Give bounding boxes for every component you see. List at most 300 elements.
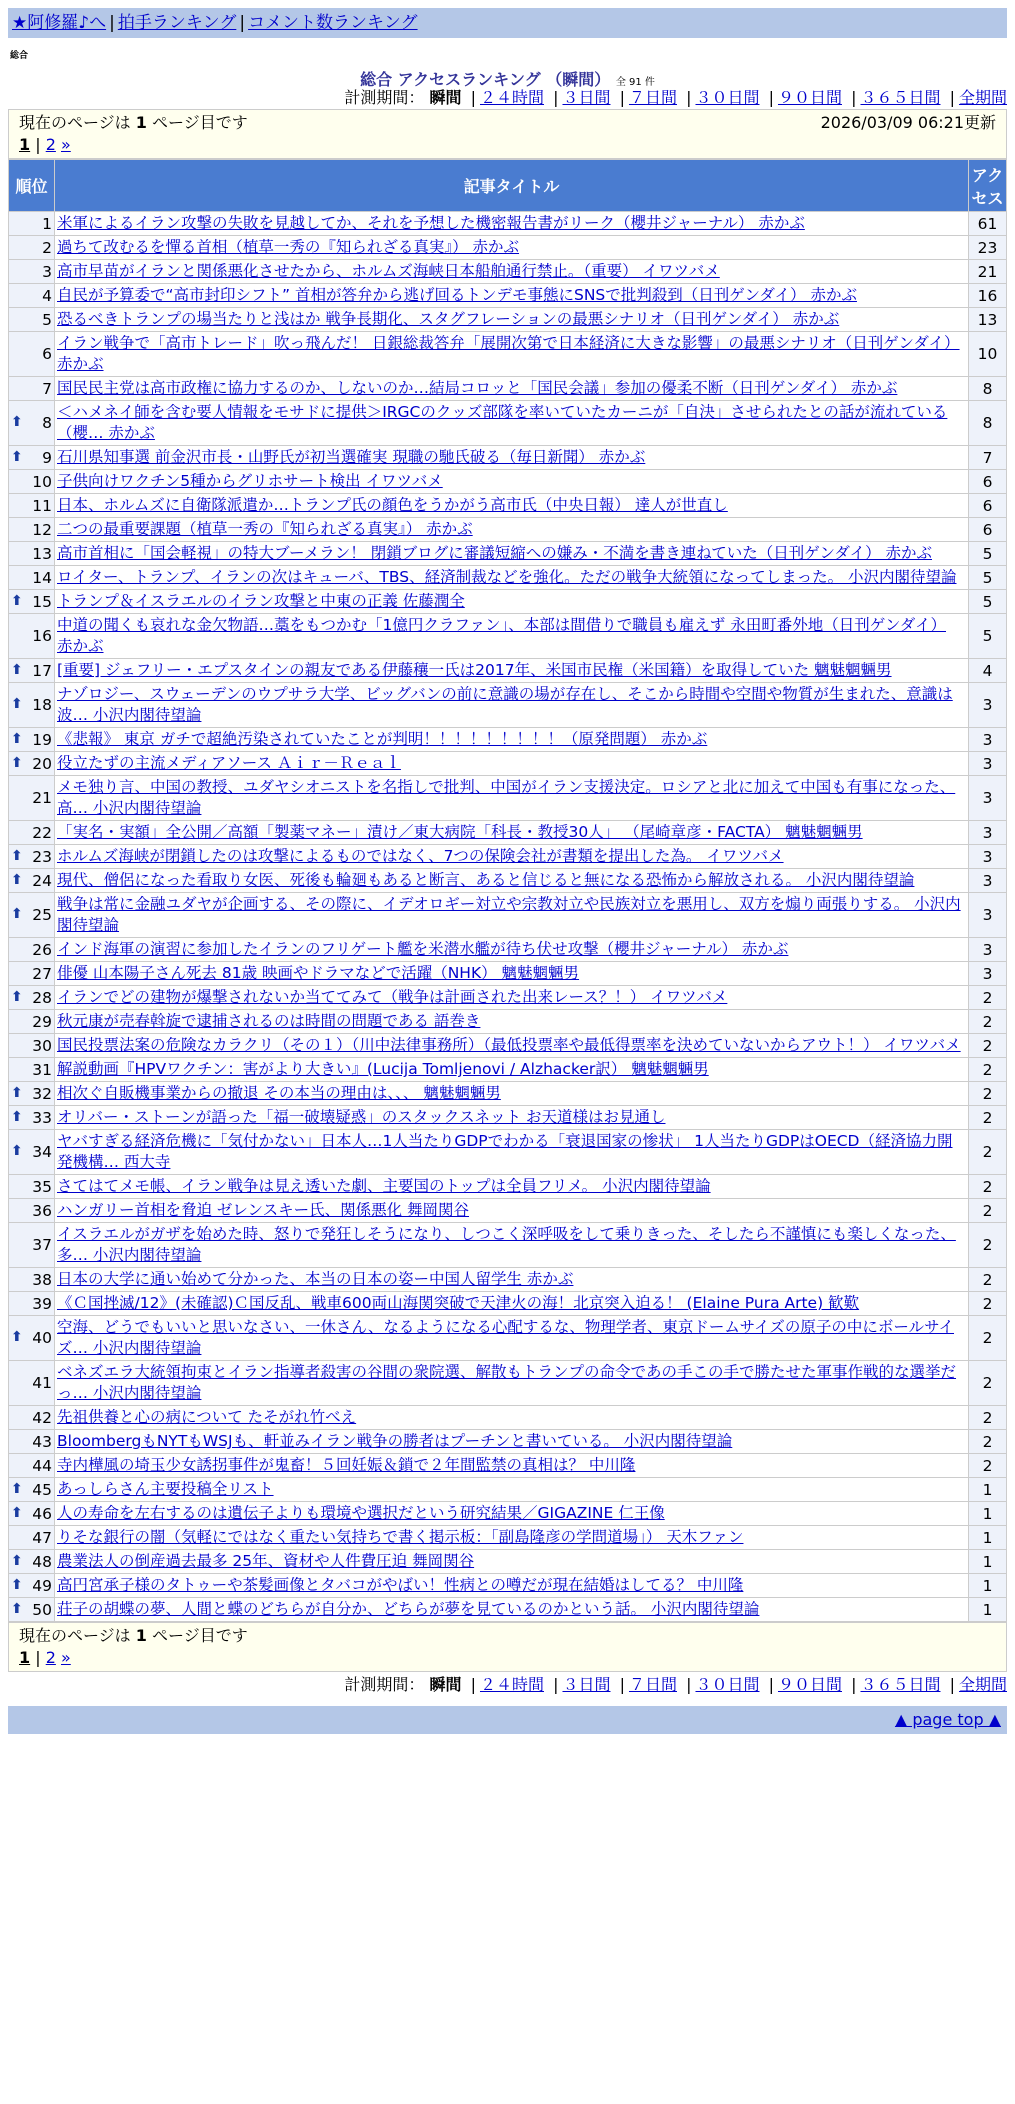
header-rank: 順位 [9, 160, 55, 212]
period-365d[interactable]: ３６５日間 [860, 88, 941, 107]
title-cell [55, 1034, 969, 1058]
nav-link-clap-ranking[interactable]: 拍手ランキング [117, 13, 237, 33]
article-link[interactable]: 解説動画『HPVワクチン：害がより大きい』(Lucija Tomljenovi / Alzhacker訳） 魑魅魍魎男 [57, 1060, 709, 1078]
rank-number: 35 [32, 1177, 52, 1196]
title-cell [55, 845, 969, 869]
rank-cell [9, 821, 55, 845]
article-link[interactable]: 秋元康が売春斡旋で逮捕されるのは時間の問題である 語巻き [57, 1012, 481, 1030]
ranking-table [8, 159, 1007, 1622]
rank-cell [9, 1598, 55, 1622]
total-count: 全 91 件 [615, 77, 655, 88]
title-cell [55, 1406, 969, 1430]
rank-number: 3 [42, 262, 52, 281]
access-count: 3 [969, 845, 1007, 869]
article-link[interactable]: 人の寿命を左右するのは遺伝子よりも環境や選択だという研究結果／GIGAZINE 仁王像 [57, 1504, 665, 1522]
access-count: 2 [969, 1034, 1007, 1058]
title-cell [55, 1574, 969, 1598]
rank-cell [9, 401, 55, 446]
rank-cell [9, 1082, 55, 1106]
rank-cell [9, 1268, 55, 1292]
rank-cell [9, 1430, 55, 1454]
table-row [9, 1010, 1007, 1034]
title-cell [55, 518, 969, 542]
access-count: 21 [969, 260, 1007, 284]
article-link[interactable]: 石川県知事選 前金沢市長・山野氏が初当選確実 現職の馳氏破る（毎日新聞） 赤かぶ [57, 448, 646, 466]
rank-cell [9, 1574, 55, 1598]
access-count: 3 [969, 776, 1007, 821]
title-cell [55, 1478, 969, 1502]
rank-up-arrow-icon: ⬆ [11, 906, 23, 922]
rank-up-arrow-icon: ⬆ [11, 730, 23, 747]
access-count: 2 [969, 1010, 1007, 1034]
title-cell [55, 1502, 969, 1526]
table-row [9, 893, 1007, 938]
rank-cell [9, 1502, 55, 1526]
access-count: 2 [969, 1454, 1007, 1478]
title-cell [55, 1106, 969, 1130]
article-link[interactable]: 役立たずの主流メディアソース Ａｉｒ－Ｒｅａｌ [57, 754, 401, 772]
article-link[interactable]: 現代、僧侶になった看取り女医、死後も輪廻もあると断言、あると信じると無になる恐怖から解放される。 小沢内閣待望論 [57, 871, 915, 889]
article-link[interactable]: ＜ハメネイ師を含む要人情報をモサドに提供＞IRGCのクッズ部隊を率いていたカーニが「自決」させられたとの話が流れている（櫻… 赤かぶ [57, 403, 948, 442]
rank-number: 36 [32, 1201, 52, 1220]
period-all[interactable]: 全期間 [958, 1675, 1007, 1694]
rank-cell [9, 1199, 55, 1223]
rank-up-arrow-icon: ⬆ [11, 1576, 23, 1593]
article-link[interactable]: 高市早苗がイランと関係悪化させたから、ホルムズ海峡日本船舶通行禁止。（重要） イワツバメ [57, 262, 720, 280]
article-link[interactable]: トランプ＆イスラエルのイラン攻撃と中東の正義 佐藤潤全 [57, 592, 465, 610]
access-count: 2 [969, 1199, 1007, 1223]
rank-up-arrow-icon: ⬆ [11, 1329, 23, 1345]
table-row [9, 1550, 1007, 1574]
rank-number: 50 [32, 1600, 52, 1619]
period-label: 計測期間： [344, 1675, 425, 1694]
title-cell [55, 542, 969, 566]
rank-up-arrow-icon: ⬆ [11, 1084, 23, 1101]
article-link[interactable]: 恐るべきトランプの場当たりと浅はか 戦争長期化、スタグフレーションの最悪シナリオ（日刊ゲンダイ） 赤かぶ [57, 310, 840, 328]
table-row [9, 1598, 1007, 1622]
table-row [9, 1478, 1007, 1502]
rank-up-arrow-icon: ⬆ [11, 754, 23, 771]
updated-timestamp: 2026/03/09 06:21更新 [820, 113, 996, 132]
pager-next[interactable]: » [60, 135, 71, 154]
access-count: 2 [969, 1082, 1007, 1106]
title-cell [55, 752, 969, 776]
article-link[interactable]: 戦争は常に金融ユダヤが企画する、その際に、イデオロギー対立や宗教対立や民族対立を悪用し、双方を煽り両張りする。 小沢内閣待望論 [57, 895, 961, 934]
table-row [9, 332, 1007, 377]
rank-number: 26 [32, 940, 52, 959]
ranking-title: 総合 アクセスランキング （瞬間） [360, 70, 611, 89]
access-count: 3 [969, 821, 1007, 845]
table-row [9, 1199, 1007, 1223]
table-row [9, 494, 1007, 518]
title-cell [55, 1130, 969, 1175]
article-link[interactable]: ハンガリー首相を脅迫 ゼレンスキー氏、関係悪化 舞岡関谷 [57, 1201, 470, 1219]
table-row [9, 236, 1007, 260]
rank-cell [9, 377, 55, 401]
rank-number: 34 [32, 1143, 52, 1161]
access-count: 16 [969, 284, 1007, 308]
title-cell [55, 1430, 969, 1454]
title-cell [55, 377, 969, 401]
article-link[interactable]: ベネズエラ大統領拘束とイラン指導者殺害の谷間の衆院選、解散もトランプの命令であの手この手で勝たせた軍事作戦的な選挙だっ… 小沢内閣待望論 [57, 1363, 957, 1402]
rank-number: 42 [32, 1408, 52, 1427]
rank-cell [9, 683, 55, 728]
article-link[interactable]: 《Ｃ国挫滅/12》(未確認)Ｃ国反乱、戦車600両山海関突破で天津火の海！北京突入迫る！ (Elaine Pura Arte) 歓歎 [57, 1294, 860, 1312]
rank-number: 45 [32, 1480, 52, 1499]
table-row [9, 869, 1007, 893]
article-link[interactable]: イスラエルがガザを始めた時、怒りで発狂しそうになり、しつこく深呼吸をして乗りきった、そしたら不謹慎にも楽しくなった、多… 小沢内閣待望論 [57, 1225, 956, 1264]
rank-cell [9, 1526, 55, 1550]
rank-cell [9, 1454, 55, 1478]
article-link[interactable]: [重要] ジェフリー・エプスタインの親友である伊藤穰一氏は2017年、米国市民権（米国籍）を取得していた 魑魅魍魎男 [57, 661, 892, 679]
period-7d[interactable]: ７日間 [628, 1675, 677, 1694]
title-cell [55, 821, 969, 845]
rank-cell [9, 566, 55, 590]
access-count: 2 [969, 1316, 1007, 1361]
table-row [9, 1082, 1007, 1106]
title-cell [55, 869, 969, 893]
access-count: 23 [969, 236, 1007, 260]
rank-cell [9, 1550, 55, 1574]
access-count: 2 [969, 1406, 1007, 1430]
access-count: 2 [969, 1223, 1007, 1268]
article-link[interactable]: ナゾロジー、スウェーデンのウプサラ大学、ビッグバンの前に意識の場が存在し、そこから時間や空間や物質が生まれた、意識は波… 小沢内閣待望論 [57, 685, 953, 724]
rank-number: 19 [32, 730, 52, 749]
table-row [9, 566, 1007, 590]
table-row [9, 377, 1007, 401]
period-3d[interactable]: ３日間 [562, 1675, 611, 1694]
rank-cell [9, 1361, 55, 1406]
top-nav [8, 8, 1007, 38]
page-indicator: 現在のページは 1 ページ目です [19, 113, 248, 132]
article-link[interactable]: イランでどの建物が爆撃されないか当ててみて（戦争は計画された出来レース？！） イワツバメ [57, 988, 728, 1006]
rank-number: 11 [32, 496, 52, 515]
rank-number: 44 [32, 1456, 52, 1475]
access-count: 2 [969, 1130, 1007, 1175]
article-link[interactable]: 「実名・実額」全公開／高額「製薬マネー」漬け／東大病院「科長・教授30人」 （尾崎章彦・FACTA） 魑魅魍魎男 [57, 823, 863, 841]
rank-number: 31 [32, 1060, 52, 1079]
access-count: 3 [969, 893, 1007, 938]
rank-number: 7 [42, 379, 52, 398]
table-row [9, 962, 1007, 986]
title-cell [55, 284, 969, 308]
rank-number: 9 [42, 448, 52, 467]
title-cell [55, 938, 969, 962]
rank-cell [9, 236, 55, 260]
table-row [9, 308, 1007, 332]
access-count: 8 [969, 401, 1007, 446]
rank-number: 10 [32, 472, 52, 491]
article-link[interactable]: オリバー・ストーンが語った「福一破壊疑惑」のスタックスネット お天道様はお見通し [57, 1108, 666, 1126]
title-cell [55, 446, 969, 470]
table-row [9, 1502, 1007, 1526]
period-30d[interactable]: ３０日間 [695, 88, 760, 107]
rank-up-arrow-icon: ⬆ [11, 592, 23, 609]
rank-number: 27 [32, 964, 52, 983]
rank-number: 18 [32, 696, 52, 714]
rank-number: 30 [32, 1036, 52, 1055]
article-link[interactable]: 空海、どうでもいいと思いなさい、一休さん、なるようになる心配するな、物理学者、東京ドームサイズの原子の中にボールサイズ… 小沢内閣待望論 [57, 1318, 954, 1357]
article-link[interactable]: ロイター、トランプ、イランの次はキューバ、TBS、経済制裁などを強化。ただの戦争大統領になってしまった。 小沢内閣待望論 [57, 568, 957, 586]
ranking-body [9, 212, 1007, 1622]
access-count: 5 [969, 566, 1007, 590]
access-count: 3 [969, 683, 1007, 728]
rank-cell [9, 728, 55, 752]
rank-number: 46 [32, 1504, 52, 1523]
rank-cell [9, 1223, 55, 1268]
period-label: 計測期間： [344, 88, 425, 107]
access-count: 8 [969, 377, 1007, 401]
rank-number: 40 [32, 1329, 52, 1347]
table-row [9, 683, 1007, 728]
rank-number: 2 [42, 238, 52, 257]
rank-cell [9, 1106, 55, 1130]
rank-cell [9, 1130, 55, 1175]
rank-number: 41 [32, 1374, 52, 1392]
page-indicator: 現在のページは 1 ページ目です [19, 1626, 248, 1645]
rank-cell [9, 1175, 55, 1199]
access-count: 5 [969, 614, 1007, 659]
access-count: 3 [969, 938, 1007, 962]
table-row [9, 1292, 1007, 1316]
rank-cell [9, 446, 55, 470]
period-24h[interactable]: ２４時間 [479, 1675, 544, 1694]
access-count: 61 [969, 212, 1007, 236]
rank-cell [9, 893, 55, 938]
pager-bottom: 1 | 2 » [19, 1648, 71, 1667]
title-cell [55, 566, 969, 590]
rank-up-arrow-icon: ⬆ [11, 871, 23, 888]
rank-number: 25 [32, 906, 52, 924]
table-row [9, 1526, 1007, 1550]
rank-up-arrow-icon: ⬆ [11, 1108, 23, 1125]
period-24h[interactable]: ２４時間 [479, 88, 544, 107]
access-count: 2 [969, 1361, 1007, 1406]
article-link[interactable]: 農業法人の倒産過去最多 25年、資材や人件費圧迫 舞岡関谷 [57, 1552, 475, 1570]
title-cell [55, 1268, 969, 1292]
table-row [9, 821, 1007, 845]
pager-page-2[interactable]: 2 [45, 135, 56, 154]
table-row [9, 845, 1007, 869]
table-row [9, 1058, 1007, 1082]
article-link[interactable]: 過ちて改むるを憚る首相（植草一秀の『知られざる真実』） 赤かぶ [57, 238, 520, 256]
rank-number: 22 [32, 823, 52, 842]
article-link[interactable]: 《悲報》 東京 ガチで超絶汚染されていたことが判明！！！！！！！！！（原発問題） 赤かぶ [57, 730, 708, 748]
period-selector-top: 計測期間： 瞬間 | ２４時間 | ３日間 | ７日間 | ３０日間 | ９０日間 | ３６５日間 | 全期間 [344, 88, 1007, 107]
rank-number: 38 [32, 1270, 52, 1289]
access-count: 6 [969, 518, 1007, 542]
pager-current: 1 [19, 135, 31, 154]
article-link[interactable]: 日本、ホルムズに自衛隊派遣か…トランプ氏の顔色をうかがう高市氏（中央日報） 達人が世直し [57, 496, 728, 514]
rank-cell [9, 1058, 55, 1082]
rank-cell [9, 776, 55, 821]
table-row [9, 659, 1007, 683]
nav-link-comment-ranking[interactable]: コメント数ランキング [248, 13, 418, 33]
table-row [9, 590, 1007, 614]
access-count: 4 [969, 659, 1007, 683]
table-row [9, 1574, 1007, 1598]
article-link[interactable]: ホルムズ海峡が閉鎖したのは攻撃によるものではなく、7つの保険会社が書類を提出した為。 イワツバメ [57, 847, 784, 865]
access-count: 3 [969, 752, 1007, 776]
title-cell [55, 212, 969, 236]
article-link[interactable]: 米軍によるイラン攻撃の失敗を見越してか、それを予想した機密報告書がリーク（櫻井ジャーナル） 赤かぶ [57, 214, 805, 232]
article-link[interactable]: 中道の聞くも哀れな金欠物語…藁をもつかむ「1億円クラファン」、本部は間借りで職員も雇えず 永田町番外地（日刊ゲンダイ） 赤かぶ [57, 616, 946, 655]
period-30d[interactable]: ３０日間 [695, 1675, 760, 1694]
title-cell [55, 1175, 969, 1199]
title-cell [55, 590, 969, 614]
table-row [9, 1034, 1007, 1058]
article-link[interactable]: BloombergもNYTもWSJも、軒並みイラン戦争の勝者はプーチンと書いている。 小沢内閣待望論 [57, 1432, 733, 1450]
rank-number: 43 [32, 1432, 52, 1451]
article-link[interactable]: 自民が予算委で“高市封印シフト” 首相が答弁から逃げ回るトンデモ事態にSNSで批判殺到（日刊ゲンダイ） 赤かぶ [57, 286, 857, 304]
rank-cell [9, 962, 55, 986]
title-cell [55, 986, 969, 1010]
table-row [9, 542, 1007, 566]
rank-cell [9, 614, 55, 659]
rank-up-arrow-icon: ⬆ [11, 1504, 23, 1521]
access-count: 10 [969, 332, 1007, 377]
period-current: 瞬間 [429, 1675, 462, 1694]
pager-current: 1 [19, 1648, 31, 1667]
title-cell [55, 401, 969, 446]
page-info-bottom [8, 1622, 1007, 1672]
table-row [9, 752, 1007, 776]
title-cell [55, 659, 969, 683]
access-count: 1 [969, 1598, 1007, 1622]
rank-number: 5 [42, 310, 52, 329]
rank-number: 1 [42, 214, 52, 233]
article-link[interactable]: あっしらさん主要投稿全リスト [57, 1480, 274, 1498]
title-cell [55, 1526, 969, 1550]
rank-cell [9, 212, 55, 236]
title-cell [55, 1598, 969, 1622]
article-link[interactable]: 高市首相に「国会軽視」の特大ブーメラン！ 閉鎖ブログに審議短縮への嫌み・不満を書き連ねていた（日刊ゲンダイ） 赤かぶ [57, 544, 932, 562]
rank-number: 48 [32, 1552, 52, 1571]
rank-up-arrow-icon: ⬆ [11, 414, 23, 430]
rank-number: 37 [32, 1236, 52, 1254]
rank-cell [9, 542, 55, 566]
period-365d[interactable]: ３６５日間 [860, 1675, 941, 1694]
table-row [9, 212, 1007, 236]
rank-up-arrow-icon: ⬆ [11, 1552, 23, 1569]
rank-up-arrow-icon: ⬆ [11, 1600, 23, 1617]
table-row [9, 1406, 1007, 1430]
rank-number: 4 [42, 286, 52, 305]
rank-number: 47 [32, 1528, 52, 1547]
title-cell [55, 683, 969, 728]
table-row [9, 1268, 1007, 1292]
rank-up-arrow-icon: ⬆ [11, 847, 23, 864]
title-cell [55, 260, 969, 284]
title-cell [55, 1199, 969, 1223]
article-link[interactable]: 先祖供養と心の病について たそがれ竹べえ [57, 1408, 357, 1426]
table-row [9, 776, 1007, 821]
period-90d[interactable]: ９０日間 [777, 1675, 842, 1694]
access-count: 5 [969, 590, 1007, 614]
rank-up-arrow-icon: ⬆ [11, 448, 23, 465]
article-link[interactable]: メモ独り言、中国の教授、ユダヤシオニストを名指しで批判、中国がイラン支援決定。ロシアと北に加えて中国も有事になった、高… 小沢内閣待望論 [57, 778, 956, 817]
title-cell [55, 893, 969, 938]
article-link[interactable]: 高円宮承子様のタトゥーや茶髪画像とタバコがやばい！性病との噂だが現在結婚はしてる？ 中川隆 [57, 1576, 744, 1594]
rank-cell [9, 659, 55, 683]
table-row [9, 446, 1007, 470]
article-link[interactable]: 二つの最重要課題（植草一秀の『知られざる真実』） 赤かぶ [57, 520, 473, 538]
access-count: 6 [969, 470, 1007, 494]
rank-cell [9, 284, 55, 308]
access-count: 1 [969, 1526, 1007, 1550]
table-row [9, 1316, 1007, 1361]
table-row [9, 518, 1007, 542]
rank-cell [9, 938, 55, 962]
access-count: 2 [969, 1058, 1007, 1082]
rank-cell [9, 260, 55, 284]
table-row [9, 728, 1007, 752]
title-cell [55, 962, 969, 986]
access-count: 3 [969, 728, 1007, 752]
article-link[interactable]: ヤバすぎる経済危機に「気付かない」日本人…1人当たりGDPでわかる「衰退国家の惨状」 1人当たりGDPはOECD（経済協力開発機構… 西大寺 [57, 1132, 953, 1171]
article-link[interactable]: 俳優 山本陽子さん死去 81歳 映画やドラマなどで活躍（NHK） 魑魅魍魎男 [57, 964, 580, 982]
article-link[interactable]: インド海軍の演習に参加したイランのフリゲート艦を米潜水艦が待ち伏せ攻撃（櫻井ジャーナル） 赤かぶ [57, 940, 789, 958]
table-row [9, 470, 1007, 494]
rank-cell [9, 494, 55, 518]
nav-separator: | [109, 13, 115, 33]
article-link[interactable]: 荘子の胡蝶の夢、人間と蝶のどちらが自分か、どちらが夢を見ているのかという話。 小沢内閣待望論 [57, 1600, 760, 1618]
access-count: 1 [969, 1478, 1007, 1502]
period-all[interactable]: 全期間 [958, 88, 1007, 107]
pager-next[interactable]: » [60, 1648, 71, 1667]
title-cell [55, 308, 969, 332]
pager-page-2[interactable]: 2 [45, 1648, 56, 1667]
period-7d[interactable]: ７日間 [628, 88, 677, 107]
table-row [9, 1430, 1007, 1454]
rank-number: 6 [42, 345, 52, 363]
article-link[interactable]: さてはてメモ帳、イラン戦争は見え透いた劇、主要国のトップは全員フリメ。 小沢内閣待望論 [57, 1177, 711, 1195]
page-top-link[interactable]: ▲ page top ▲ [894, 1710, 1001, 1729]
table-row [9, 260, 1007, 284]
rank-cell [9, 1010, 55, 1034]
access-count: 2 [969, 986, 1007, 1010]
access-count: 1 [969, 1502, 1007, 1526]
article-link[interactable]: りそな銀行の闇（気軽にではなく重たい気持ちで書く掲示板：「副島隆彦の学問道場」） 天木ファン [57, 1528, 744, 1546]
table-row [9, 284, 1007, 308]
nav-separator: | [239, 13, 246, 33]
table-row [9, 986, 1007, 1010]
access-count: 2 [969, 1268, 1007, 1292]
rank-cell [9, 1406, 55, 1430]
access-count: 7 [969, 446, 1007, 470]
period-current: 瞬間 [429, 88, 462, 107]
access-count: 1 [969, 1574, 1007, 1598]
rank-up-arrow-icon: ⬆ [11, 696, 23, 712]
article-link[interactable]: イラン戦争で「高市トレード」吹っ飛んだ！ 日銀総裁答弁「展開次第で日本経済に大きな影響」の最悪シナリオ（日刊ゲンダイ） 赤かぶ [57, 334, 960, 373]
period-90d[interactable]: ９０日間 [777, 88, 842, 107]
article-link[interactable]: 相次ぐ自販機事業からの撤退 その本当の理由は、、、 魑魅魍魎男 [57, 1084, 501, 1102]
article-link[interactable]: 国民投票法案の危険なカラクリ（その１）（川中法律事務所）（最低投票率や最低得票率を決めていないからアウト！） イワツバメ [57, 1036, 961, 1054]
access-count: 1 [969, 1550, 1007, 1574]
article-link[interactable]: 子供向けワクチン5種からグリホサート検出 イワツバメ [57, 472, 443, 490]
header-access: アクセス [969, 160, 1007, 212]
title-cell [55, 776, 969, 821]
article-link[interactable]: 国民民主党は高市政権に協力するのか、しないのか…結局コロッと「国民会議」参加の優柔不断（日刊ゲンダイ） 赤かぶ [57, 379, 898, 397]
table-row [9, 401, 1007, 446]
table-row [9, 1454, 1007, 1478]
rank-up-arrow-icon: ⬆ [11, 1480, 23, 1497]
rank-cell [9, 470, 55, 494]
article-link[interactable]: 寺内樺風の埼玉少女誘拐事件が鬼畜！５回妊娠＆鎖で２年間監禁の真相は？ 中川隆 [57, 1456, 636, 1474]
nav-link-asyura[interactable]: ★阿修羅♪へ [12, 13, 107, 33]
period-3d[interactable]: ３日間 [562, 88, 611, 107]
article-link[interactable]: 日本の大学に通い始めて分かった、本当の日本の姿ー中国人留学生 赤かぶ [57, 1270, 574, 1288]
